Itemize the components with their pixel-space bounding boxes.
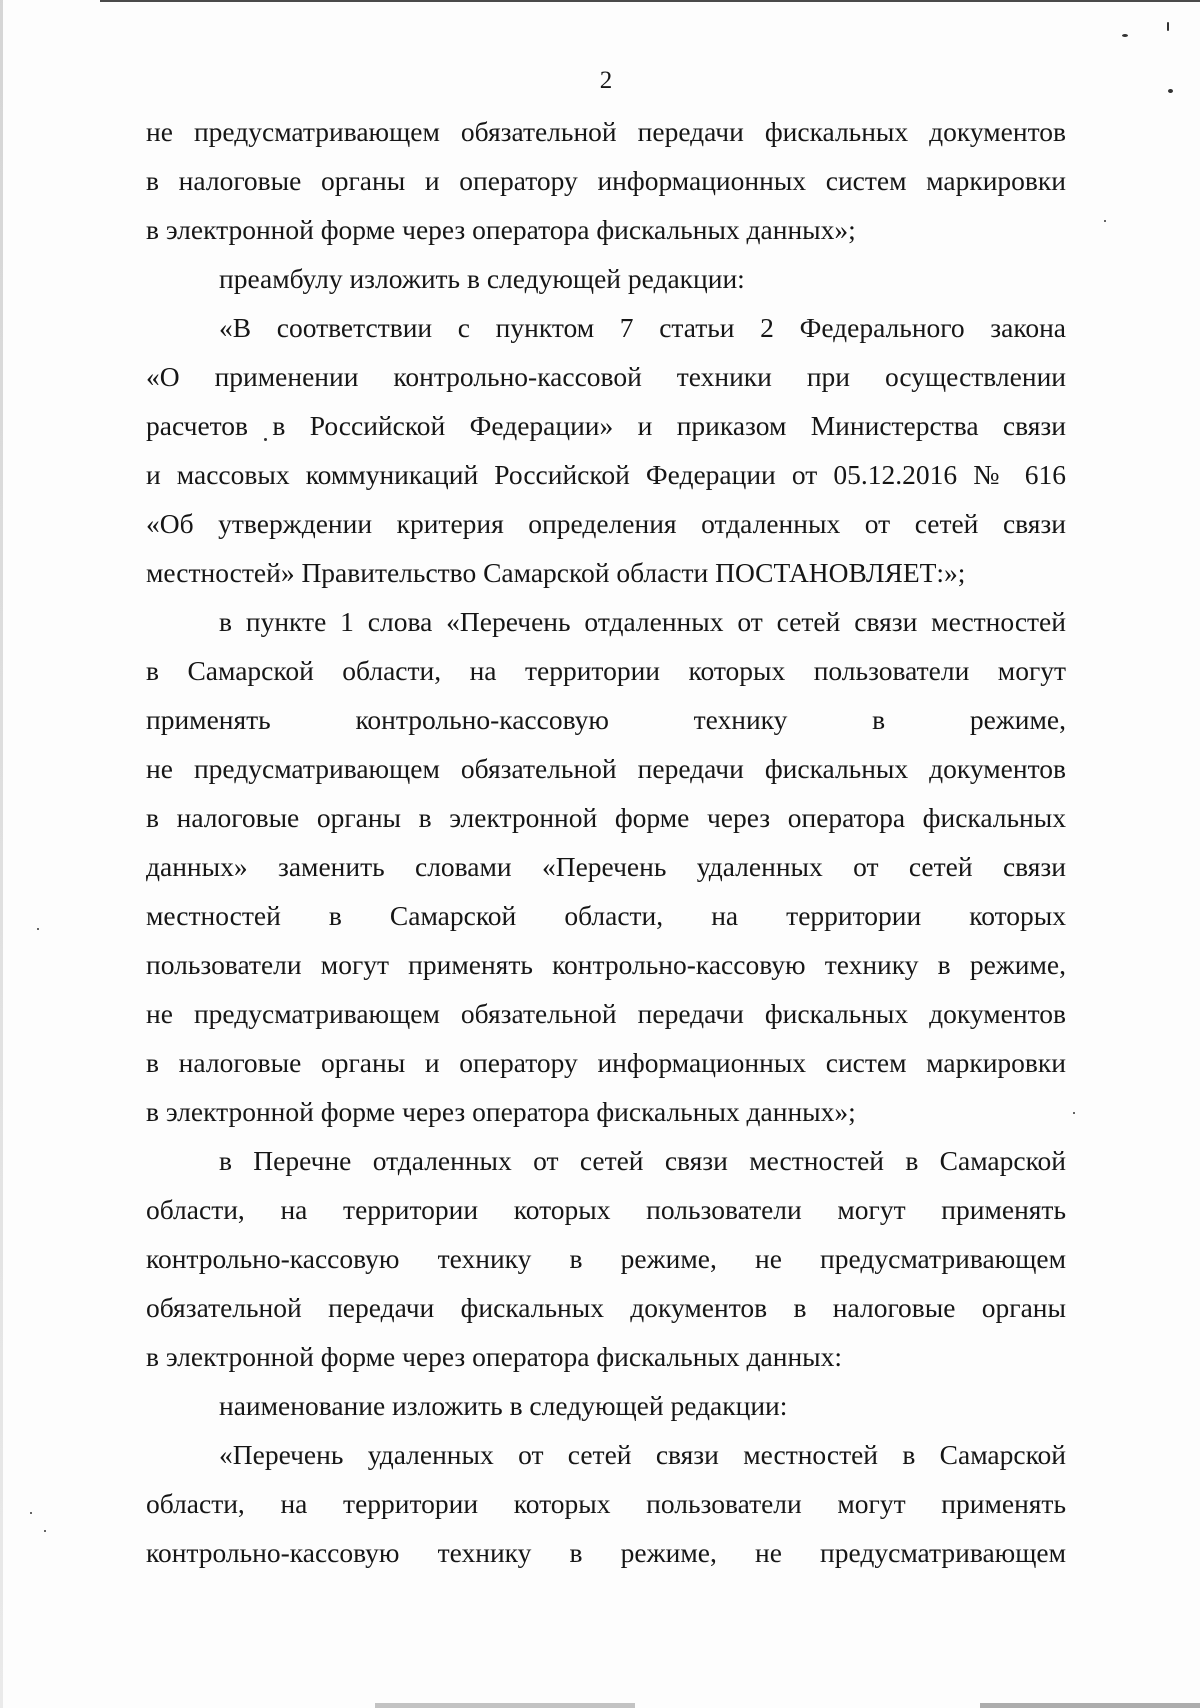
text-line: расчетов в Российской Федерации» и приказом Министерства связи: [146, 410, 1066, 441]
document-body: [146, 107, 1066, 1577]
scan-bottom-strip: [375, 1703, 635, 1708]
text-line: применять контрольно-кассовую технику в режиме,: [146, 704, 1066, 735]
text-line: данных» заменить словами «Перечень удаленных от сетей связи: [146, 851, 1066, 882]
scan-speck: [37, 928, 39, 930]
text-line: не предусматривающем обязательной передачи фискальных документов: [146, 753, 1066, 784]
text-line: обязательной передачи фискальных документов в налоговые органы: [146, 1292, 1066, 1323]
text-line: в пункте 1 слова «Перечень отдаленных от сетей связи местностей: [219, 606, 1066, 637]
text-line: пользователи могут применять контрольно-кассовую технику в режиме,: [146, 949, 1066, 980]
scan-speck: [30, 1512, 32, 1514]
text-line: в Самарской области, на территории которых пользователи могут: [146, 655, 1066, 686]
scan-speck: [44, 1530, 46, 1532]
scan-bottom-strip: [980, 1703, 1200, 1708]
text-line: местностей в Самарской области, на территории которых: [146, 900, 1066, 931]
scan-speck: [1104, 220, 1106, 222]
text-line: наименование изложить в следующей редакции:: [219, 1390, 788, 1421]
text-line: в электронной форме через оператора фискальных данных:: [146, 1341, 843, 1372]
text-line: области, на территории которых пользователи могут применять: [146, 1194, 1066, 1225]
text-line: в налоговые органы и оператору информационных систем маркировки: [146, 1047, 1066, 1078]
text-line: в налоговые органы в электронной форме через оператора фискальных: [146, 802, 1066, 833]
text-line: местностей» Правительство Самарской области ПОСТАНОВЛЯЕТ:»;: [146, 557, 966, 588]
text-line: не предусматривающем обязательной передачи фискальных документов: [146, 998, 1066, 1029]
text-line: «В соответствии с пунктом 7 статьи 2 Федерального закона: [219, 312, 1066, 343]
text-line: «Перечень удаленных от сетей связи местностей в Самарской: [219, 1439, 1066, 1470]
scan-speck: [1167, 22, 1169, 31]
scan-left-edge: [0, 0, 3, 1708]
text-line: и массовых коммуникаций Российской Федерации от 05.12.2016 № 616: [146, 459, 1066, 490]
text-line: преамбулу изложить в следующей редакции:: [219, 263, 745, 294]
text-line: в налоговые органы и оператору информационных систем маркировки: [146, 165, 1066, 196]
page-number: 2: [599, 67, 613, 94]
text-line: «О применении контрольно-кассовой техники при осуществлении: [146, 361, 1066, 392]
text-line: области, на территории которых пользователи могут применять: [146, 1488, 1066, 1519]
text-line: не предусматривающем обязательной передачи фискальных документов: [146, 116, 1066, 147]
scan-speck: [1073, 1112, 1075, 1114]
scan-top-edge: [100, 0, 1200, 2]
scan-speck: [1122, 34, 1128, 37]
text-line: в Перечне отдаленных от сетей связи местностей в Самарской: [219, 1145, 1066, 1176]
text-line: в электронной форме через оператора фискальных данных»;: [146, 214, 856, 245]
text-line: контрольно-кассовую технику в режиме, не предусматривающем: [146, 1537, 1066, 1568]
text-line: в электронной форме через оператора фискальных данных»;: [146, 1096, 856, 1127]
text-line: контрольно-кассовую технику в режиме, не предусматривающем: [146, 1243, 1066, 1274]
text-line: «Об утверждении критерия определения отдаленных от сетей связи: [146, 508, 1066, 539]
